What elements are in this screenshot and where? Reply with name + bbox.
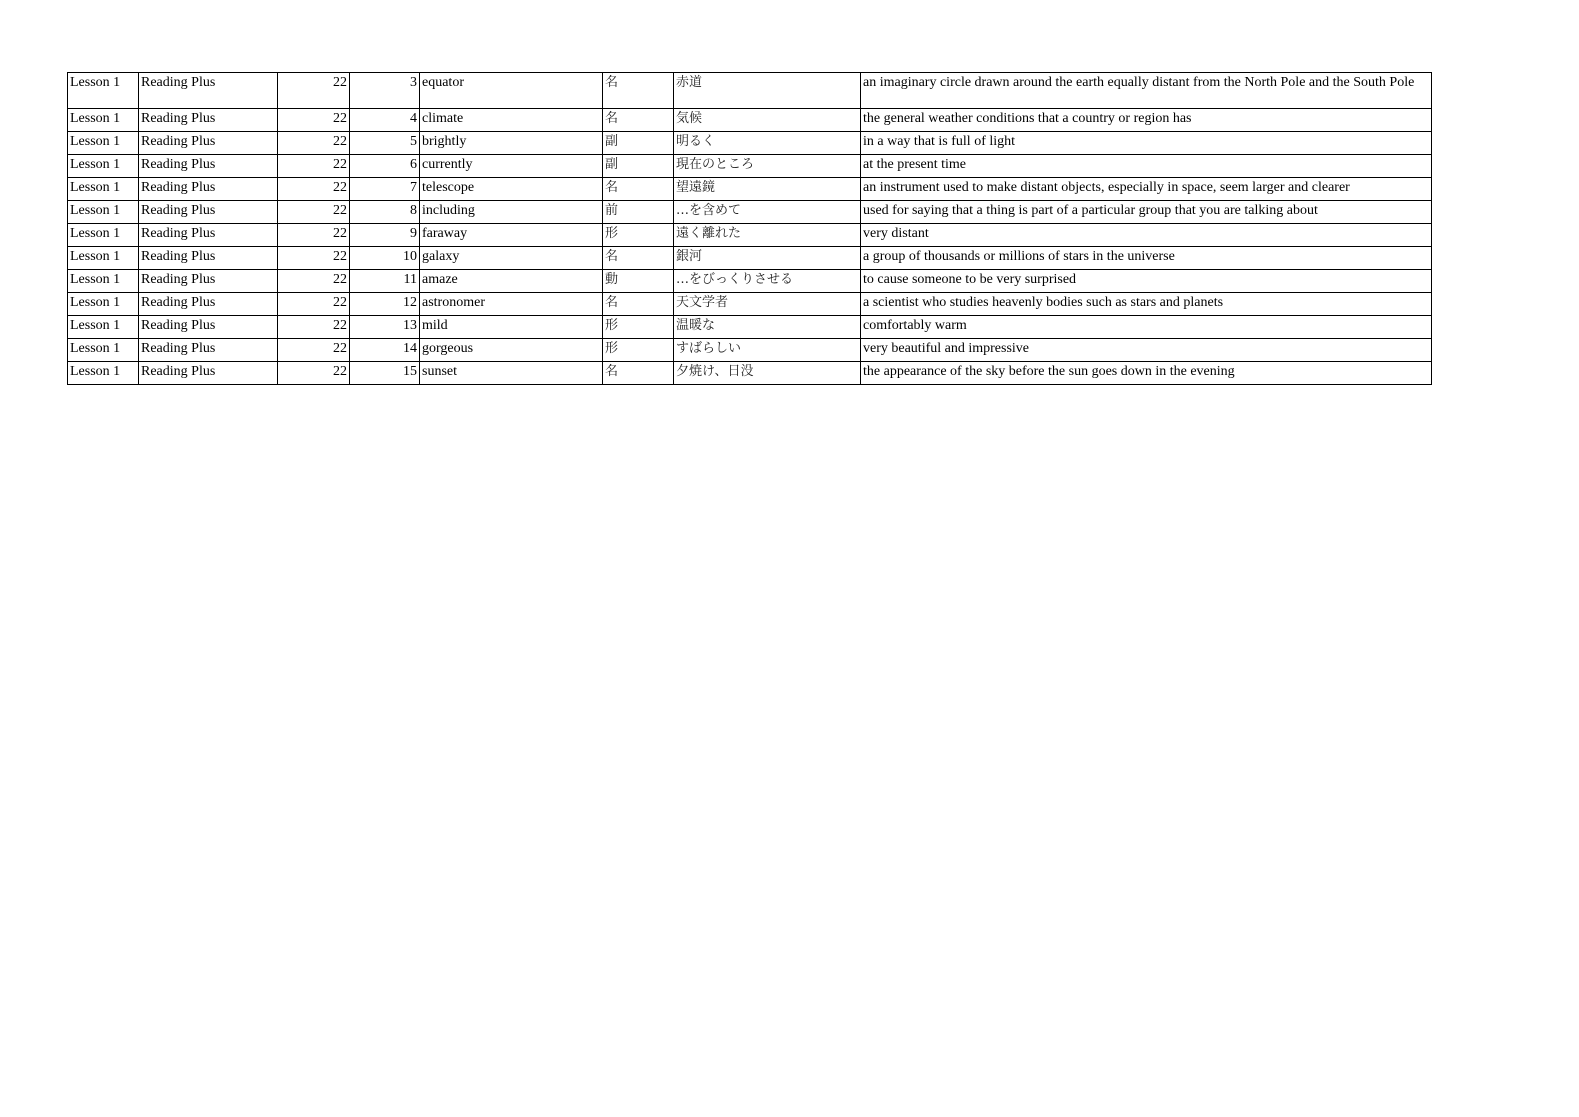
definition-cell: very distant	[861, 224, 1432, 247]
number-cell: 3	[350, 73, 420, 109]
word-cell: climate	[420, 109, 603, 132]
part-of-speech-cell: 形	[603, 224, 674, 247]
number-cell: 12	[350, 293, 420, 316]
page-cell: 22	[278, 132, 350, 155]
word-cell: including	[420, 201, 603, 224]
vocabulary-sheet	[67, 72, 1432, 385]
part-of-speech-cell: 名	[603, 109, 674, 132]
part-of-speech-cell: 形	[603, 316, 674, 339]
lesson-cell: Lesson 1	[68, 316, 139, 339]
meaning-cell: …を含めて	[674, 201, 861, 224]
table-row	[68, 132, 1432, 155]
definition-cell: used for saying that a thing is part of a particular group that you are talking about	[861, 201, 1432, 224]
part-of-speech-cell: 名	[603, 293, 674, 316]
part-of-speech-cell: 副	[603, 132, 674, 155]
definition-cell: an instrument used to make distant objects, especially in space, seem larger and clearer	[861, 178, 1432, 201]
word-cell: sunset	[420, 362, 603, 385]
meaning-cell: 気候	[674, 109, 861, 132]
section-cell: Reading Plus	[139, 270, 278, 293]
word-cell: faraway	[420, 224, 603, 247]
number-cell: 5	[350, 132, 420, 155]
lesson-cell: Lesson 1	[68, 155, 139, 178]
section-cell: Reading Plus	[139, 362, 278, 385]
number-cell: 15	[350, 362, 420, 385]
table-row	[68, 316, 1432, 339]
word-cell: astronomer	[420, 293, 603, 316]
definition-cell: the appearance of the sky before the sun goes down in the evening	[861, 362, 1432, 385]
definition-cell: comfortably warm	[861, 316, 1432, 339]
number-cell: 9	[350, 224, 420, 247]
definition-cell: a scientist who studies heavenly bodies such as stars and planets	[861, 293, 1432, 316]
section-cell: Reading Plus	[139, 155, 278, 178]
meaning-cell: 夕焼け、日没	[674, 362, 861, 385]
meaning-cell: 望遠鏡	[674, 178, 861, 201]
page-cell: 22	[278, 316, 350, 339]
word-cell: brightly	[420, 132, 603, 155]
lesson-cell: Lesson 1	[68, 339, 139, 362]
number-cell: 11	[350, 270, 420, 293]
meaning-cell: 明るく	[674, 132, 861, 155]
table-row	[68, 155, 1432, 178]
meaning-cell: 現在のところ	[674, 155, 861, 178]
vocabulary-table-body	[68, 73, 1432, 385]
page-cell: 22	[278, 293, 350, 316]
definition-cell: a group of thousands or millions of stars in the universe	[861, 247, 1432, 270]
page-cell: 22	[278, 109, 350, 132]
definition-cell: the general weather conditions that a country or region has	[861, 109, 1432, 132]
word-cell: equator	[420, 73, 603, 109]
word-cell: telescope	[420, 178, 603, 201]
lesson-cell: Lesson 1	[68, 270, 139, 293]
section-cell: Reading Plus	[139, 339, 278, 362]
section-cell: Reading Plus	[139, 247, 278, 270]
number-cell: 8	[350, 201, 420, 224]
number-cell: 10	[350, 247, 420, 270]
meaning-cell: …をびっくりさせる	[674, 270, 861, 293]
lesson-cell: Lesson 1	[68, 73, 139, 109]
page-cell: 22	[278, 339, 350, 362]
meaning-cell: 銀河	[674, 247, 861, 270]
definition-cell: in a way that is full of light	[861, 132, 1432, 155]
page-cell: 22	[278, 247, 350, 270]
page-cell: 22	[278, 178, 350, 201]
lesson-cell: Lesson 1	[68, 293, 139, 316]
definition-cell: an imaginary circle drawn around the earth equally distant from the North Pole and the South Pole	[861, 73, 1432, 109]
section-cell: Reading Plus	[139, 316, 278, 339]
section-cell: Reading Plus	[139, 201, 278, 224]
meaning-cell: 赤道	[674, 73, 861, 109]
number-cell: 14	[350, 339, 420, 362]
section-cell: Reading Plus	[139, 178, 278, 201]
part-of-speech-cell: 形	[603, 339, 674, 362]
page-cell: 22	[278, 362, 350, 385]
lesson-cell: Lesson 1	[68, 362, 139, 385]
table-row	[68, 224, 1432, 247]
word-cell: currently	[420, 155, 603, 178]
section-cell: Reading Plus	[139, 293, 278, 316]
table-row	[68, 109, 1432, 132]
word-cell: mild	[420, 316, 603, 339]
number-cell: 6	[350, 155, 420, 178]
part-of-speech-cell: 副	[603, 155, 674, 178]
meaning-cell: すばらしい	[674, 339, 861, 362]
definition-cell: very beautiful and impressive	[861, 339, 1432, 362]
table-row	[68, 339, 1432, 362]
section-cell: Reading Plus	[139, 224, 278, 247]
part-of-speech-cell: 前	[603, 201, 674, 224]
word-cell: gorgeous	[420, 339, 603, 362]
page-cell: 22	[278, 73, 350, 109]
lesson-cell: Lesson 1	[68, 109, 139, 132]
part-of-speech-cell: 名	[603, 247, 674, 270]
lesson-cell: Lesson 1	[68, 178, 139, 201]
table-row	[68, 247, 1432, 270]
definition-cell: at the present time	[861, 155, 1432, 178]
table-row	[68, 73, 1432, 109]
table-row	[68, 362, 1432, 385]
page-cell: 22	[278, 270, 350, 293]
number-cell: 4	[350, 109, 420, 132]
page-cell: 22	[278, 224, 350, 247]
word-cell: amaze	[420, 270, 603, 293]
lesson-cell: Lesson 1	[68, 224, 139, 247]
definition-cell: to cause someone to be very surprised	[861, 270, 1432, 293]
vocabulary-table	[67, 72, 1432, 385]
lesson-cell: Lesson 1	[68, 201, 139, 224]
table-row	[68, 178, 1432, 201]
meaning-cell: 温暖な	[674, 316, 861, 339]
part-of-speech-cell: 動	[603, 270, 674, 293]
number-cell: 7	[350, 178, 420, 201]
page-cell: 22	[278, 155, 350, 178]
number-cell: 13	[350, 316, 420, 339]
part-of-speech-cell: 名	[603, 362, 674, 385]
section-cell: Reading Plus	[139, 73, 278, 109]
part-of-speech-cell: 名	[603, 73, 674, 109]
meaning-cell: 天文学者	[674, 293, 861, 316]
meaning-cell: 遠く離れた	[674, 224, 861, 247]
part-of-speech-cell: 名	[603, 178, 674, 201]
section-cell: Reading Plus	[139, 109, 278, 132]
table-row	[68, 201, 1432, 224]
lesson-cell: Lesson 1	[68, 132, 139, 155]
table-row	[68, 293, 1432, 316]
page-cell: 22	[278, 201, 350, 224]
section-cell: Reading Plus	[139, 132, 278, 155]
word-cell: galaxy	[420, 247, 603, 270]
table-row	[68, 270, 1432, 293]
lesson-cell: Lesson 1	[68, 247, 139, 270]
